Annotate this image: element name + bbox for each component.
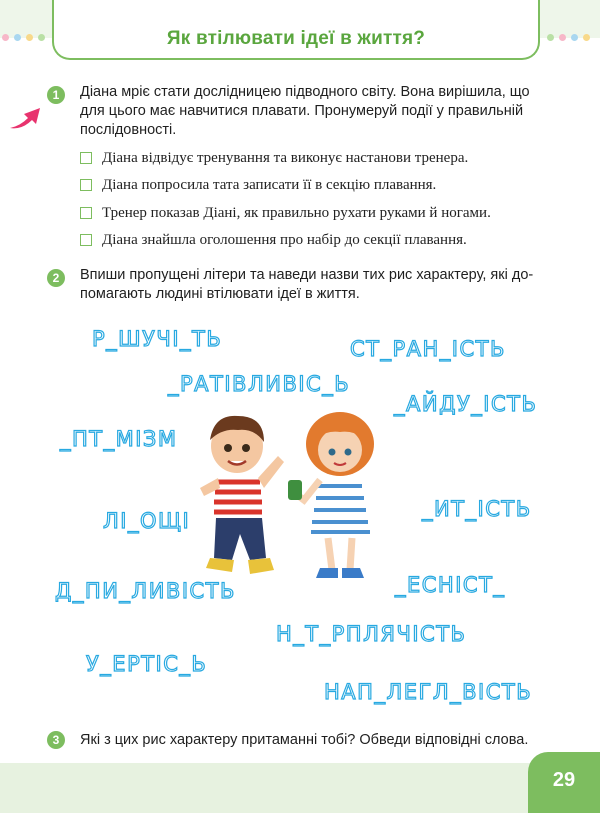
dot (559, 34, 566, 41)
boy-figure (200, 416, 284, 574)
numbering-box[interactable] (80, 152, 92, 164)
option-text: Тренер показав Діані, як правильно рухати руками й ногами. (102, 205, 491, 221)
girl-figure (288, 412, 374, 578)
page-number: 29 (552, 769, 576, 791)
trace-word[interactable]: У_ЕРТІС_Ь (86, 652, 208, 676)
header-box (52, 0, 540, 60)
trace-word[interactable]: _АЙДУ_ІСТЬ (394, 392, 538, 416)
task-number-2: 2 (47, 269, 65, 287)
decorative-dots-left (0, 34, 52, 44)
option-text: Діана відвідує тренування та виконує настанови тренера. (102, 150, 469, 166)
trace-word[interactable]: _ПТ_МІЗМ (60, 427, 178, 451)
dot (547, 34, 554, 41)
trace-word[interactable]: _ЕСНІСТ_ (395, 573, 506, 597)
trace-word[interactable]: Р_ШУЧІ_ТЬ (92, 327, 223, 351)
task-number-3: 3 (47, 731, 65, 749)
dot (38, 34, 45, 41)
page-title: Як втілювати ідеї в життя? (166, 28, 426, 49)
dot (583, 34, 590, 41)
arrow-icon (6, 104, 48, 132)
task3-text: Які з цих рис характеру притаманні тобі? Обведи відповідні слова. (80, 732, 529, 748)
children-illustration (192, 408, 392, 583)
trace-word[interactable]: _ИТ_ІСТЬ (422, 497, 532, 521)
option-text: Діана знайшла оголошення про набір до секції плавання. (102, 232, 467, 248)
dot (14, 34, 21, 41)
trace-word[interactable]: ЛІ_ОЩІ (103, 509, 191, 533)
task1-text: Діана мріє стати дослідницею підводного світу. Вона вирішила, що для цього має навчитися плавати. Пронумеруй події у правильній послідовності. (80, 84, 530, 138)
numbering-box[interactable] (80, 179, 92, 191)
decorative-dots-right (545, 34, 600, 44)
numbering-box[interactable] (80, 234, 92, 246)
option-text: Діана попросила тата записати її в секцію плавання. (102, 177, 437, 193)
trace-word[interactable]: НАП_ЛЕГЛ_ВІСТЬ (324, 680, 533, 704)
task2-text: Впиши пропущені літери та наведи назви тих рис характеру, які до-помагають людині втілювати ідеї в життя. (80, 267, 534, 302)
dot (2, 34, 9, 41)
task-number-1: 1 (47, 86, 65, 104)
bottom-band (0, 763, 600, 813)
trace-word[interactable]: Н_Т_РПЛЯЧІСТЬ (276, 622, 467, 646)
dot (26, 34, 33, 41)
dot (571, 34, 578, 41)
numbering-box[interactable] (80, 207, 92, 219)
page-number-box (528, 752, 600, 813)
trace-word[interactable]: СТ_РАН_ІСТЬ (350, 337, 506, 361)
trace-word[interactable]: Д_ПИ_ЛИВІСТЬ (55, 579, 236, 603)
trace-word[interactable]: _РАТІВЛИВІС_Ь (168, 372, 351, 396)
